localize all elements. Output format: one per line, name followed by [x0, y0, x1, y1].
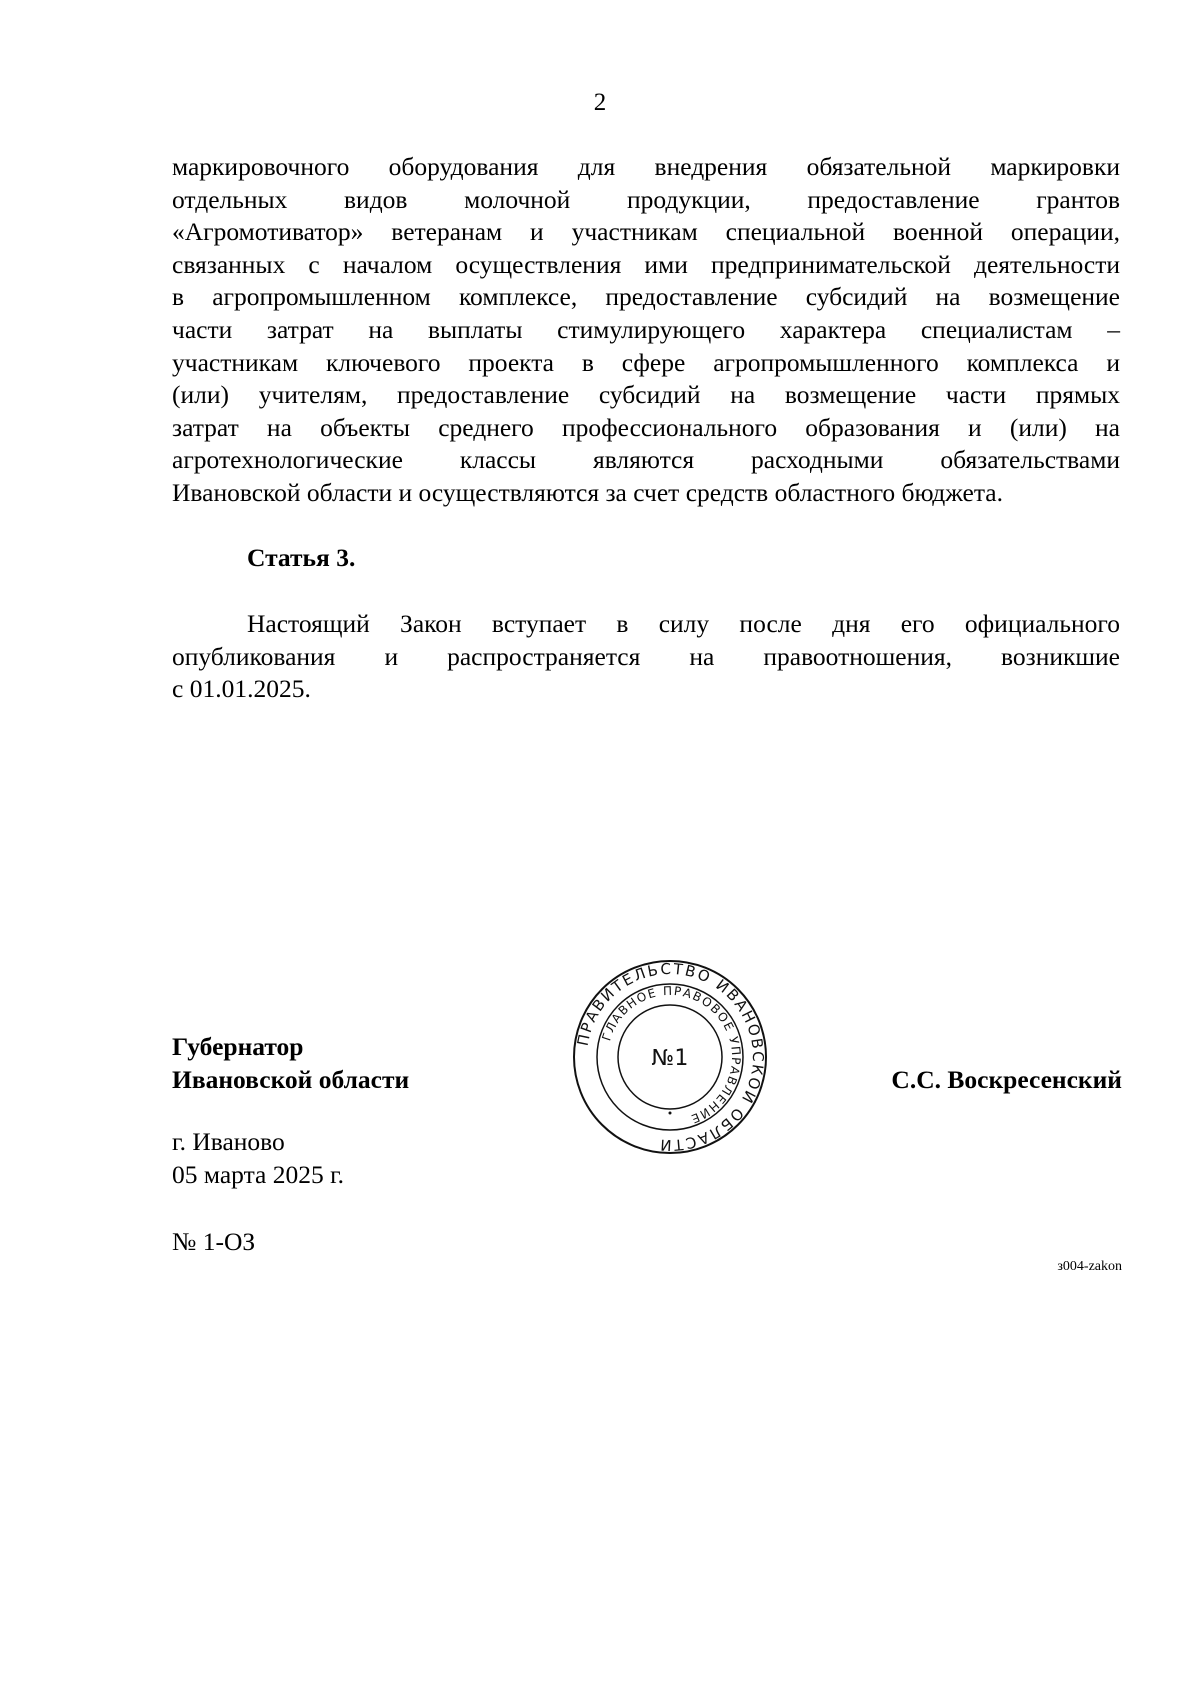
article-heading: Статья 3.: [247, 543, 356, 572]
article-paragraph: [172, 608, 1120, 706]
place: г. Иваново: [172, 1127, 285, 1156]
signatory-title-line: Губернатор: [172, 1032, 304, 1061]
page-number: 2: [593, 89, 607, 116]
seal-outer-text: ПРАВИТЕЛЬСТВО ИВАНОВСКОЙ ОБЛАСТИ: [573, 959, 768, 1155]
body-line: «Агромотиватор» ветеранам и участникам специальной военной операции,: [172, 217, 1120, 247]
body-line: отдельных видов молочной продукции, предоставление грантов: [172, 184, 1120, 214]
date: 05 марта 2025 г.: [172, 1160, 345, 1189]
seal-center-number: №1: [651, 1046, 689, 1071]
body-paragraph: [172, 151, 1120, 510]
seal-dot: [669, 1112, 672, 1115]
file-code: з004-zakon: [1057, 1259, 1122, 1274]
official-seal: [570, 957, 770, 1157]
seal-inner-text: ГЛАВНОЕ ПРАВОВОЕ УПРАВЛЕНИЕ: [599, 983, 744, 1127]
signatory-title-line: Ивановской области: [172, 1065, 410, 1094]
body-line: части затрат на выплаты стимулирующего характера специалистам –: [172, 314, 1120, 344]
body-line: маркировочного оборудования для внедрения обязательной маркировки: [172, 152, 1120, 181]
body-line: связанных с началом осуществления ими предпринимательской деятельности: [172, 249, 1120, 279]
body-line: Ивановской области и осуществляются за счет средств областного бюджета.: [172, 477, 1003, 507]
place-date-block: [172, 1125, 344, 1191]
body-line: в агропромышленном комплексе, предоставление субсидий на возмещение: [172, 282, 1120, 312]
body-line: участникам ключевого проекта в сфере агропромышленного комплекса и: [172, 347, 1120, 377]
body-line: (или) учителям, предоставление субсидий на возмещение части прямых: [172, 380, 1120, 410]
signatory-name: С.С. Воскресенский: [891, 1065, 1122, 1094]
signatory-title: [172, 1030, 409, 1096]
body-line: агротехнологические классы являются расходными обязательствами: [172, 445, 1120, 475]
body-line: затрат на объекты среднего профессионального образования и (или) на: [172, 412, 1120, 442]
document-number: № 1-ОЗ: [172, 1227, 256, 1256]
article-line: с 01.01.2025.: [172, 674, 311, 704]
article-line: Настоящий Закон вступает в силу после дня его официального: [247, 609, 1120, 638]
article-line: опубликования и распространяется на правоотношения, возникшие: [172, 641, 1120, 671]
